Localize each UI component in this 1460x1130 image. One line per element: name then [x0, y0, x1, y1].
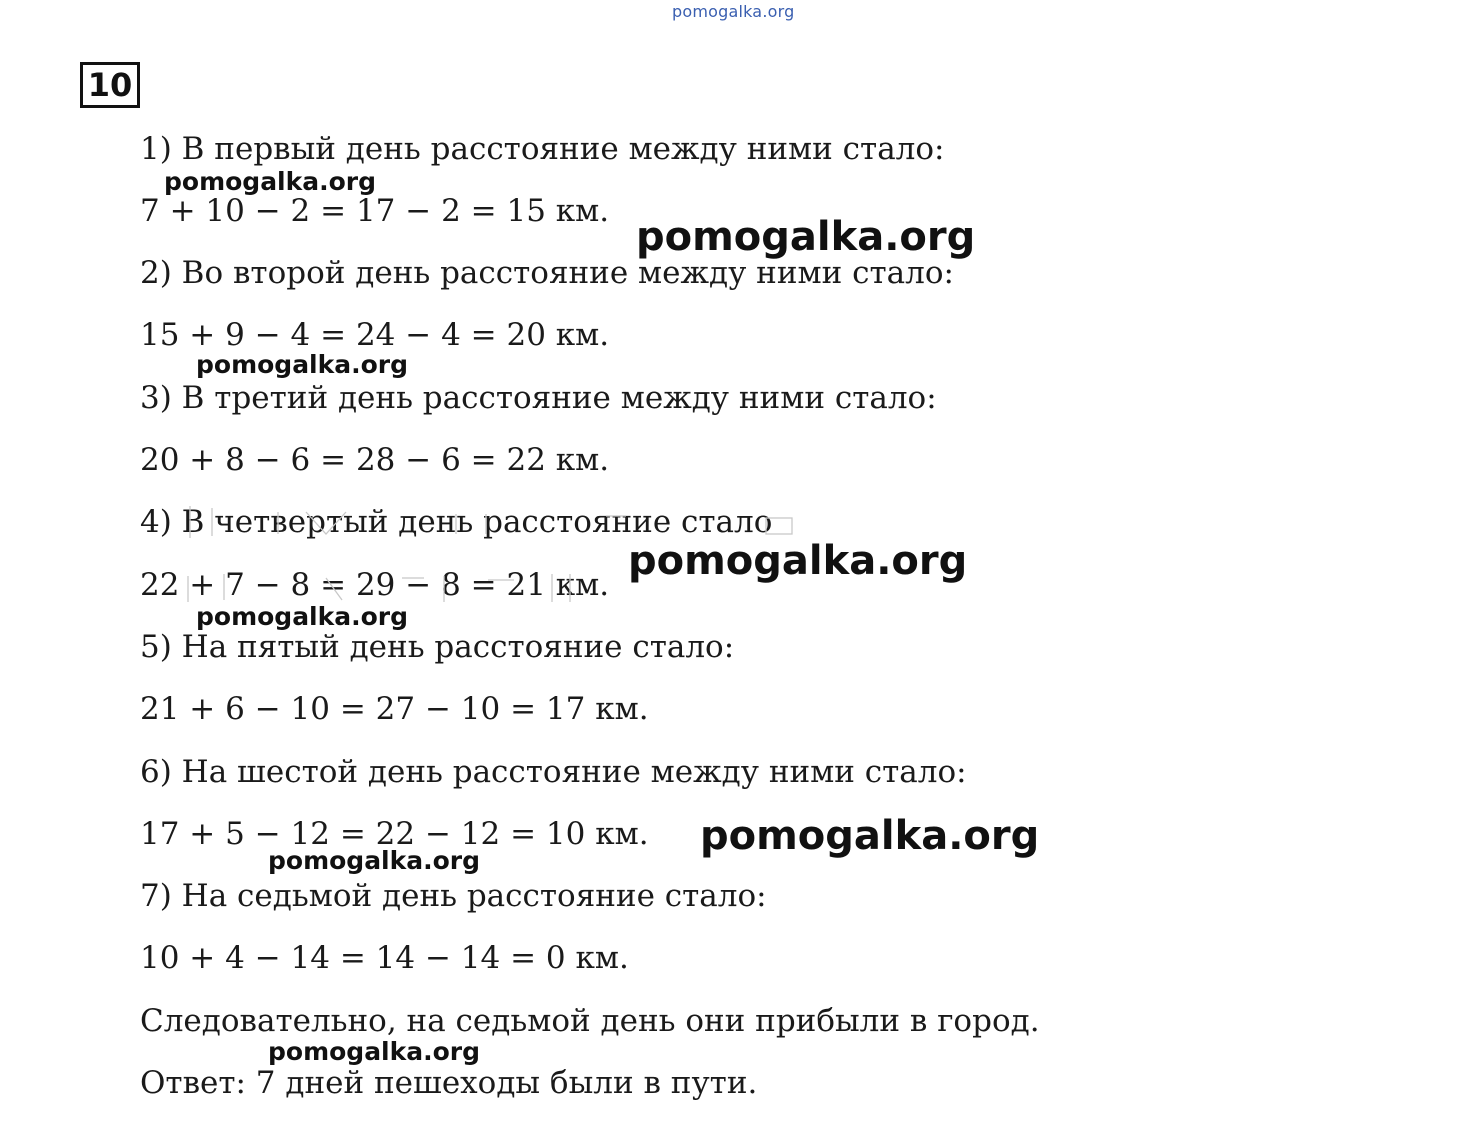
step-5-equation: 21 + 6 − 10 = 27 − 10 = 17 км. [140, 691, 649, 727]
step-1-text: 1) В первый день расстояние между ними стало: [140, 131, 945, 167]
step-7-equation: 10 + 4 − 14 = 14 − 14 = 0 км. [140, 940, 629, 976]
watermark: pomogalka.org [268, 1037, 481, 1066]
watermark: pomogalka.org [700, 813, 1040, 859]
watermark: pomogalka.org [268, 846, 481, 875]
step-6-equation: 17 + 5 − 12 = 22 − 12 = 10 км. [140, 816, 649, 852]
step-2-equation: 15 + 9 − 4 = 24 − 4 = 20 км. [140, 317, 610, 353]
watermark: pomogalka.org [628, 538, 968, 584]
step-7-text: 7) На седьмой день расстояние стало: [140, 878, 767, 914]
step-1-equation: 7 + 10 − 2 = 17 − 2 = 15 км. [140, 193, 610, 229]
watermark: pomogalka.org [636, 214, 976, 260]
conclusion-text: Следовательно, на седьмой день они прибыли в город. [140, 1003, 1040, 1039]
step-4-equation: 22 + 7 − 8 = 29 − 8 = 21 км. [140, 567, 610, 603]
site-watermark-top: pomogalka.org [672, 2, 795, 21]
step-2-text: 2) Во второй день расстояние между ними стало: [140, 255, 954, 291]
step-3-equation: 20 + 8 − 6 = 28 − 6 = 22 км. [140, 442, 610, 478]
step-3-text: 3) В третий день расстояние между ними стало: [140, 380, 937, 416]
answer-text: Ответ: 7 дней пешеходы были в пути. [140, 1065, 758, 1101]
step-4-text: 4) В четвертый день расстояние стало [140, 504, 773, 540]
step-5-text: 5) На пятый день расстояние стало: [140, 629, 735, 665]
step-6-text: 6) На шестой день расстояние между ними стало: [140, 754, 967, 790]
watermark: pomogalka.org [196, 602, 409, 631]
watermark: pomogalka.org [164, 167, 377, 196]
task-number-box: 10 [80, 62, 140, 108]
watermark: pomogalka.org [196, 350, 409, 379]
